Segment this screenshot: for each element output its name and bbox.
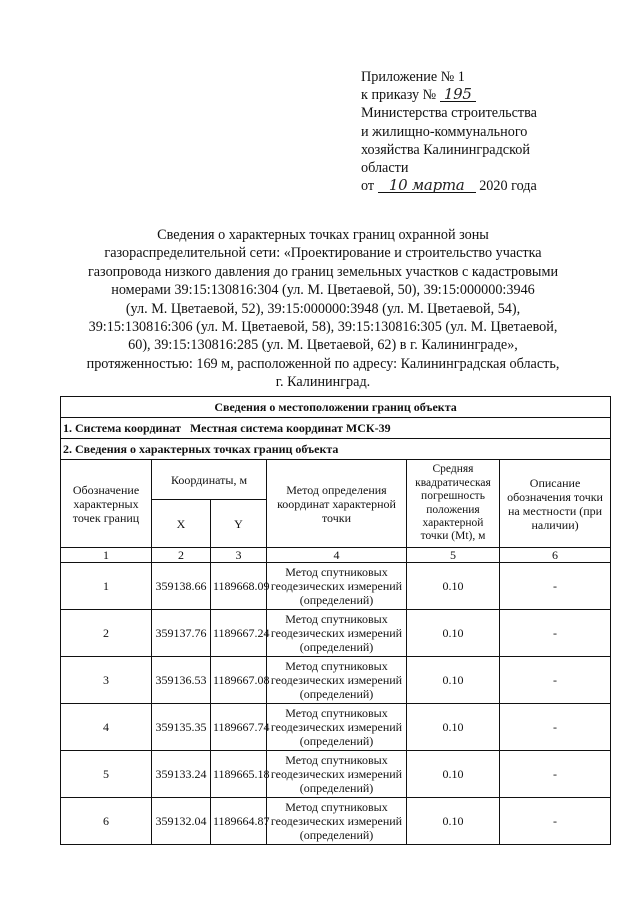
order-number-line [361,86,621,104]
date-line [361,177,621,195]
coord-x: 359132.04 [152,798,211,845]
point-number: 1 [61,563,152,610]
coord-x: 359133.24 [152,751,211,798]
table-title: Сведения о местоположении границ объекта [61,397,611,418]
method: Метод спутниковых геодезических измерений (определений) [267,751,407,798]
point-number: 6 [61,798,152,845]
order-number: 195 [440,87,476,102]
appendix-line: хозяйства Калининградской [361,141,530,158]
point-number: 4 [61,704,152,751]
coord-y: 1189664.87 [211,798,267,845]
appendix-line: области [361,160,409,177]
coord-x: 359138.66 [152,563,211,610]
col-number: 1 [61,548,152,563]
description: - [500,563,611,610]
date-prefix: от [361,178,375,195]
heading-line: (ул. М. Цветаевой, 52), 39:15:000000:3948 (ул. М. Цветаевой, 54), [125,300,521,317]
description: - [500,657,611,704]
header-coords: Координаты, м [152,460,267,500]
description: - [500,798,611,845]
description: - [500,610,611,657]
point-number: 2 [61,610,152,657]
order-prefix: к приказу № [361,87,437,104]
error: 0.10 [407,751,500,798]
coord-x: 359135.35 [152,704,211,751]
error: 0.10 [407,704,500,751]
boundary-points-table [60,396,611,845]
appendix-line: и жилищно-коммунального [361,123,528,140]
heading-line: протяженностью: 169 м, расположенной по адресу: Калининградская область, [86,355,560,372]
coord-y: 1189667.24 [211,610,267,657]
header-y: Y [211,500,267,548]
section1-value: Местная система координат МСК-39 [189,421,391,435]
method: Метод спутниковых геодезических измерений (определений) [267,657,407,704]
section1-label: 1. Система координат [63,421,181,435]
heading-line: 39:15:130816:306 (ул. М. Цветаевой, 58), 39:15:130816:305 (ул. М. Цветаевой, [88,319,558,336]
column-numbers-row [61,548,611,563]
heading-line: номерами 39:15:130816:304 (ул. М. Цветаевой, 50), 39:15:000000:3946 [111,282,535,299]
table-row [61,657,611,704]
method: Метод спутниковых геодезических измерений (определений) [267,798,407,845]
header-error: Средняя квадратическая погрешность положения характерной точки (Mt), м [407,460,500,548]
header-designation: Обозначение характерных точек границ [61,460,152,548]
coord-y: 1189667.74 [211,704,267,751]
heading-line: газораспределительной сети: «Проектирование и строительство участка [104,245,542,262]
header-x: X [152,500,211,548]
col-number: 5 [407,548,500,563]
point-number: 5 [61,751,152,798]
col-number: 4 [267,548,407,563]
header-description: Описание обозначения точки на местности (при наличии) [500,460,611,548]
col-number: 6 [500,548,611,563]
table-row [61,610,611,657]
coord-y: 1189665.18 [211,751,267,798]
col-number: 3 [211,548,267,563]
error: 0.10 [407,610,500,657]
table-row [61,798,611,845]
document-heading [70,226,576,392]
method: Метод спутниковых геодезических измерений (определений) [267,563,407,610]
method: Метод спутниковых геодезических измерений (определений) [267,704,407,751]
appendix-line: Приложение № 1 [361,69,465,85]
date-suffix: 2020 года [479,178,537,195]
coord-y: 1189667.08 [211,657,267,704]
description: - [500,704,611,751]
heading-line: 60), 39:15:130816:285 (ул. М. Цветаевой, 62) в г. Калининграде», [128,337,518,354]
heading-line: г. Калининград. [275,374,371,391]
coordinate-system-row [61,418,611,439]
appendix-block [361,68,621,195]
heading-line: Сведения о характерных точках границ охранной зоны [157,227,489,243]
coord-y: 1189668.09 [211,563,267,610]
error: 0.10 [407,563,500,610]
point-number: 3 [61,657,152,704]
section2-title: 2. Сведения о характерных точках границ объекта [61,439,611,460]
table-row [61,563,611,610]
table-row [61,704,611,751]
heading-line: газопровода низкого давления до границ земельных участков с кадастровыми [87,263,559,280]
error: 0.10 [407,657,500,704]
col-number: 2 [152,548,211,563]
error: 0.10 [407,798,500,845]
table-row [61,751,611,798]
coord-x: 359136.53 [152,657,211,704]
coord-x: 359137.76 [152,610,211,657]
description: - [500,751,611,798]
date-handwritten: 10 марта [378,178,476,193]
appendix-line: Министерства строительства [361,105,537,122]
header-method: Метод определения координат характерной точки [267,460,407,548]
method: Метод спутниковых геодезических измерений (определений) [267,610,407,657]
